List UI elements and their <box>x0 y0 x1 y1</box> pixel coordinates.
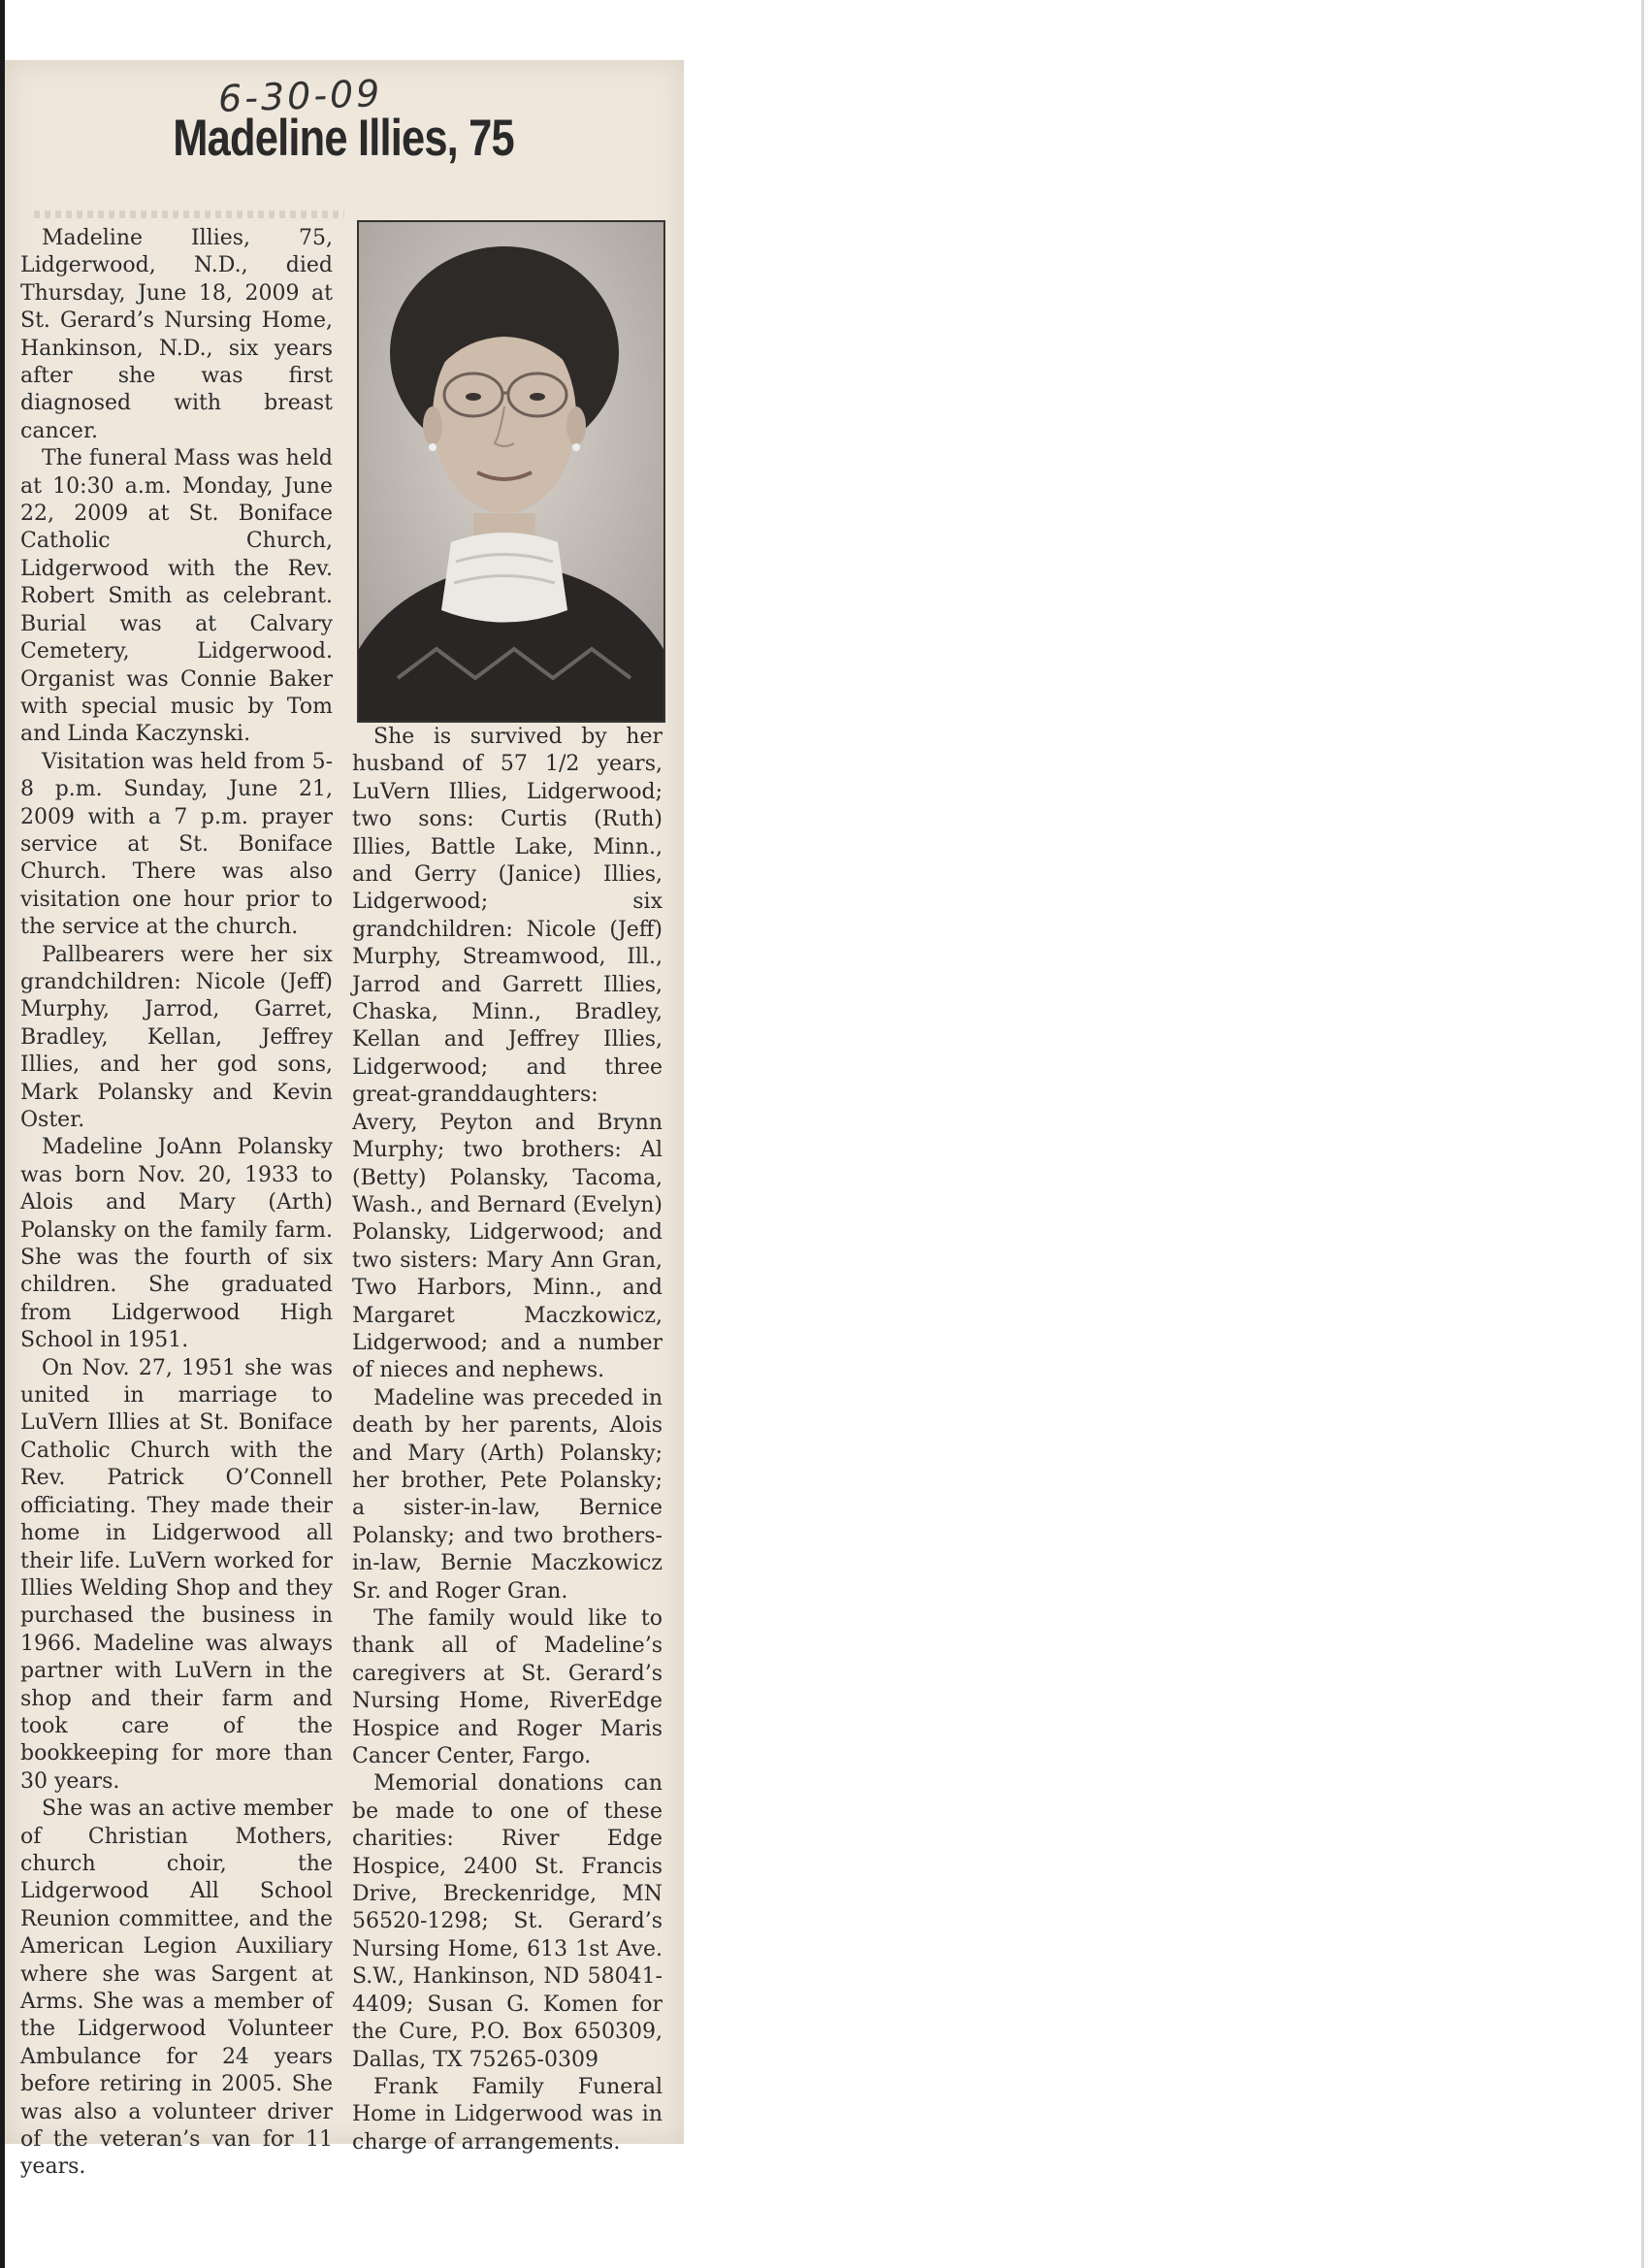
handwritten-date: 6-30-09 <box>217 72 384 120</box>
paragraph-pallbearers: Pallbearers were her six grandchildren: Nicole (Jeff) Murphy, Jarrod, Garret, Bradley, Kellan, Jeffrey Illies, and her god sons, Mark Polansky and Kevin Oster. <box>20 942 333 1132</box>
obituary-headline: Madeline Illies, 75 <box>173 110 514 167</box>
right-column <box>352 724 663 2156</box>
paragraph-preceded: Madeline was preceded in death by her parents, Alois and Mary (Arth) Polansky; her brother, Pete Polansky; a sister-in-law, Bernice Polansky; and two brothers-in-law, Bernie Maczkowicz Sr. and Roger Gran. <box>352 1385 663 1604</box>
paragraph-funeral-mass: The funeral Mass was held at 10:30 a.m. Monday, June 22, 2009 at St. Boniface Catholic Church, Lidgerwood with the Rev. Robert Smith as celebrant. Burial was at Calvary Cemetery, Lidgerwood. Organist was Connie Baker with special music by Tom and Linda Kaczynski. <box>20 446 333 747</box>
paragraph-memorials: Memorial donations can be made to one of these charities: River Edge Hospice, 2400 St. Francis Drive, Breckenridge, MN 56520-1298; St. Gerard’s Nursing Home, 613 1st Ave. S.W., Hankinson, ND 58041-4409; Susan G. Komen for the Cure, P.O. Box 650309, Dallas, TX 75265-0309 <box>352 1771 663 2072</box>
print-bleed-through <box>34 211 344 218</box>
portrait-photo <box>357 220 665 723</box>
paragraph-activities: She was an active member of Christian Mothers, church choir, the Lidgerwood All School Reunion committee, and the American Legion Auxiliary where she was Sargent at Arms. She was a member of the Lidgerwood Volunteer Ambulance for 24 years before retiring in 2005. She was also a volunteer driver of the veteran’s van for 11 years. <box>20 1797 333 2180</box>
paragraph-birth: Madeline JoAnn Polansky was born Nov. 20, 1933 to Alois and Mary (Arth) Polansky on the family farm. She was the fourth of six children. She graduated from Lidgerwood High School in 1951. <box>20 1135 333 1353</box>
paragraph-thanks: The family would like to thank all of Madeline’s caregivers at St. Gerard’s Nursing Home, RiverEdge Hospice and Roger Maris Cancer Center, Fargo. <box>352 1606 663 1769</box>
paragraph-survivors: She is survived by her husband of 57 1/2 years, LuVern Illies, Lidgerwood; two sons: Curtis (Ruth) Illies, Battle Lake, Minn., and Gerry (Janice) Illies, Lidgerwood; six grandchildren: Nicole (Jeff) Murphy, Streamwood, Ill., Jarrod and Garrett Illies, Chaska, Minn., Bradley, Kellan and Jeffrey Illies, Lidgerwood; and three great-granddaughters: Avery, Peyton and Brynn Murphy; two brothers: Al (Betty) Polansky, Tacoma, Wash., and Bernard (Evelyn) Polansky, Lidgerwood; and two sisters: Mary Ann Gran, Two Harbors, Minn., and Margaret Maczkowicz, Lidgerwood; and a number of nieces and nephews. <box>352 725 663 1383</box>
paragraph-death-notice: Madeline Illies, 75, Lidgerwood, N.D., died Thursday, June 18, 2009 at St. Gerard’s Nursing Home, Hankinson, N.D., six years after she was first diagnosed with breast cancer. <box>20 226 333 443</box>
newspaper-clipping <box>5 60 684 2180</box>
portrait-image <box>359 222 663 721</box>
scanner-edge-right <box>1641 0 1644 2268</box>
paragraph-marriage: On Nov. 27, 1951 she was united in marriage to LuVern Illies at St. Boniface Catholic Church with the Rev. Patrick O’Connell officiating. They made their home in Lidgerwood all their life. LuVern worked for Illies Welding Shop and they purchased the business in 1966. Madeline was always partner with LuVern in the shop and their farm and took care of the bookkeeping for more than 30 years. <box>20 1355 333 1794</box>
paragraph-visitation: Visitation was held from 5-8 p.m. Sunday, June 21, 2009 with a 7 p.m. prayer service at St. Boniface Church. There was also visitation one hour prior to the service at the church. <box>20 749 333 940</box>
paragraph-arrangements: Frank Family Funeral Home in Lidgerwood was in charge of arrangements. <box>352 2074 663 2155</box>
left-column <box>20 225 333 2182</box>
